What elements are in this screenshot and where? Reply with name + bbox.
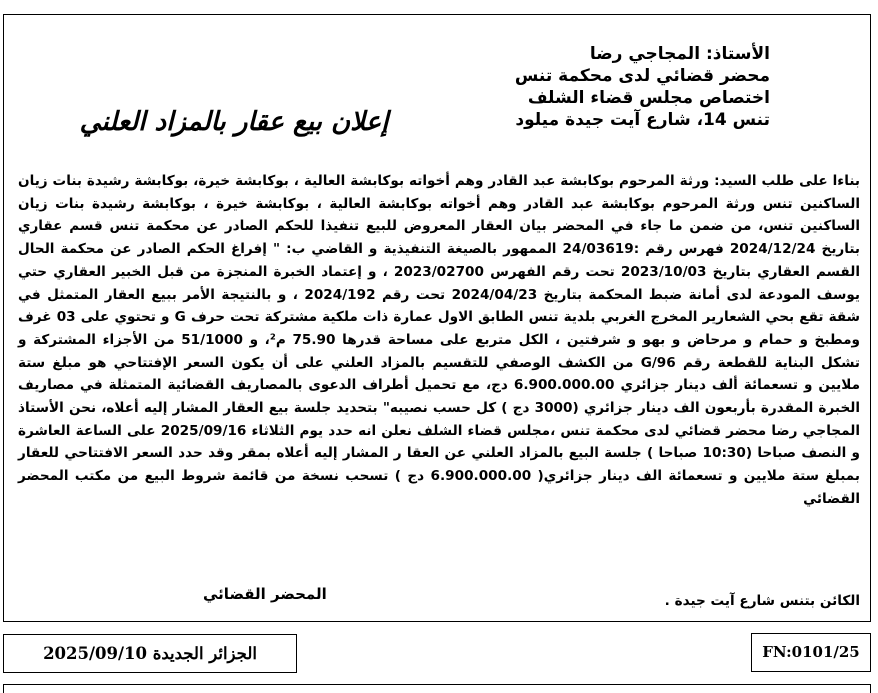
- newspaper-date: [3, 634, 297, 673]
- bailiff-name: الأستاذ: المجاجي رضا: [589, 44, 770, 64]
- reference-number: FN:0101/25: [751, 633, 871, 672]
- closing-line: الكائن بتنس شارع آيت جيدة .: [664, 593, 860, 609]
- notice-body: بناءا على طلب السيد: ورثة المرحوم بوكابشة عبد القادر وهم أخواته بوكابشة العالية ، بوكابشة خيرة، بوكابشة رشيدة بنات زيان الساكنين تنس ورثة المرحوم بوكابشة عبد القادر وهم أخواته بوكابشة العالية ، بوكابشة خيرة ، بوكابشة رشيدة بنات زيان الساكنين تنس، من ضمن ما جاء في المحضر بيان العقار المعروض للبيع تنفيذا للحكم الصادر عن محكمة تنس قسم عقاري بتاريخ 2024/12/24 فهرس رقم :24/03619 الممهور بالصيغة التنفيذية و القاضي ب: " إفراغ الحكم الصادر عن محكمة الحال القسم العقاري بتاريخ 2023/10/03 تحت رقم الفهرس 2023/02700 ، و إعتماد الخبرة المنجزة من قبل الخبير العقاري حتي يوسف المودعة لدى أمانة ضبط المحكمة بتاريخ 2024/04/23 تحت رقم 2024/192 ، و بالنتيجة الأمر ببيع العقار المتمثل في شقة تقع بحي الشعارير المخرج الغربي بلدية تنس الطابق الاول عمارة ذات ملكية مشتركة تحت حرف G و تحتوي على 03 غرف ومطبخ و حمام و مرحاض و بهو و شرفتين ، الكل متربع على مساحة قدرها 75.90 م²، و 51/1000 من الأجزاء المشتركة و تشكل البناية للقطعة رقم G/96 من الكشف الوصفي للتقسيم بالمزاد العلني على أن يكون السعر الإفتتاحي هو مبلغ ستة ملايين و تسعمائة ألف دينار جزائري 6.900.000.00 دج، مع تحميل أطراف الدعوى بالمصاريف القضائية المتمثلة في مصاريف الخبرة المقدرة بأربعون الف دينار جزائري (3000 دج ) كل حسب نصيبه" بتحديد جلسة بيع العقار المشار إليه أعلاه، نحن الأستاذ المجاجي رضا محضر قضائي لدى محكمة تنس ،مجلس قضاء الشلف نعلن انه حدد يوم الثلاثاء 2025/09/16 على الساعة العاشرة و النصف صباحا (10:30 صباحا ) جلسة البيع بالمزاد العلني عن العقا ر المشار إليه أعلاه بمقر وقد حدد السعر الافتتاحي للعقار بمبلغ ستة ملايين و تسعمائة الف دينار جزائري( 6.900.000.00 دج ) تسحب نسخة من قائمة شروط البيع من مكتب المحضر القضائي: [18, 173, 861, 507]
- newspaper-date-text: الجزائر الجديدة 2025/09/10: [43, 644, 257, 663]
- signature: المحضر القضائي: [203, 585, 327, 603]
- next-frame-edge: [3, 684, 871, 693]
- notice-title: إعلان بيع عقار بالمزاد العلني: [79, 107, 389, 137]
- bailiff-header: [410, 43, 770, 131]
- bailiff-address: تنس 14، شارع آيت جيدة ميلود: [515, 110, 770, 130]
- bailiff-jurisdiction: اختصاص مجلس قضاء الشلف: [527, 88, 770, 108]
- bailiff-role: محضر قضائي لدى محكمة تنس: [514, 66, 770, 86]
